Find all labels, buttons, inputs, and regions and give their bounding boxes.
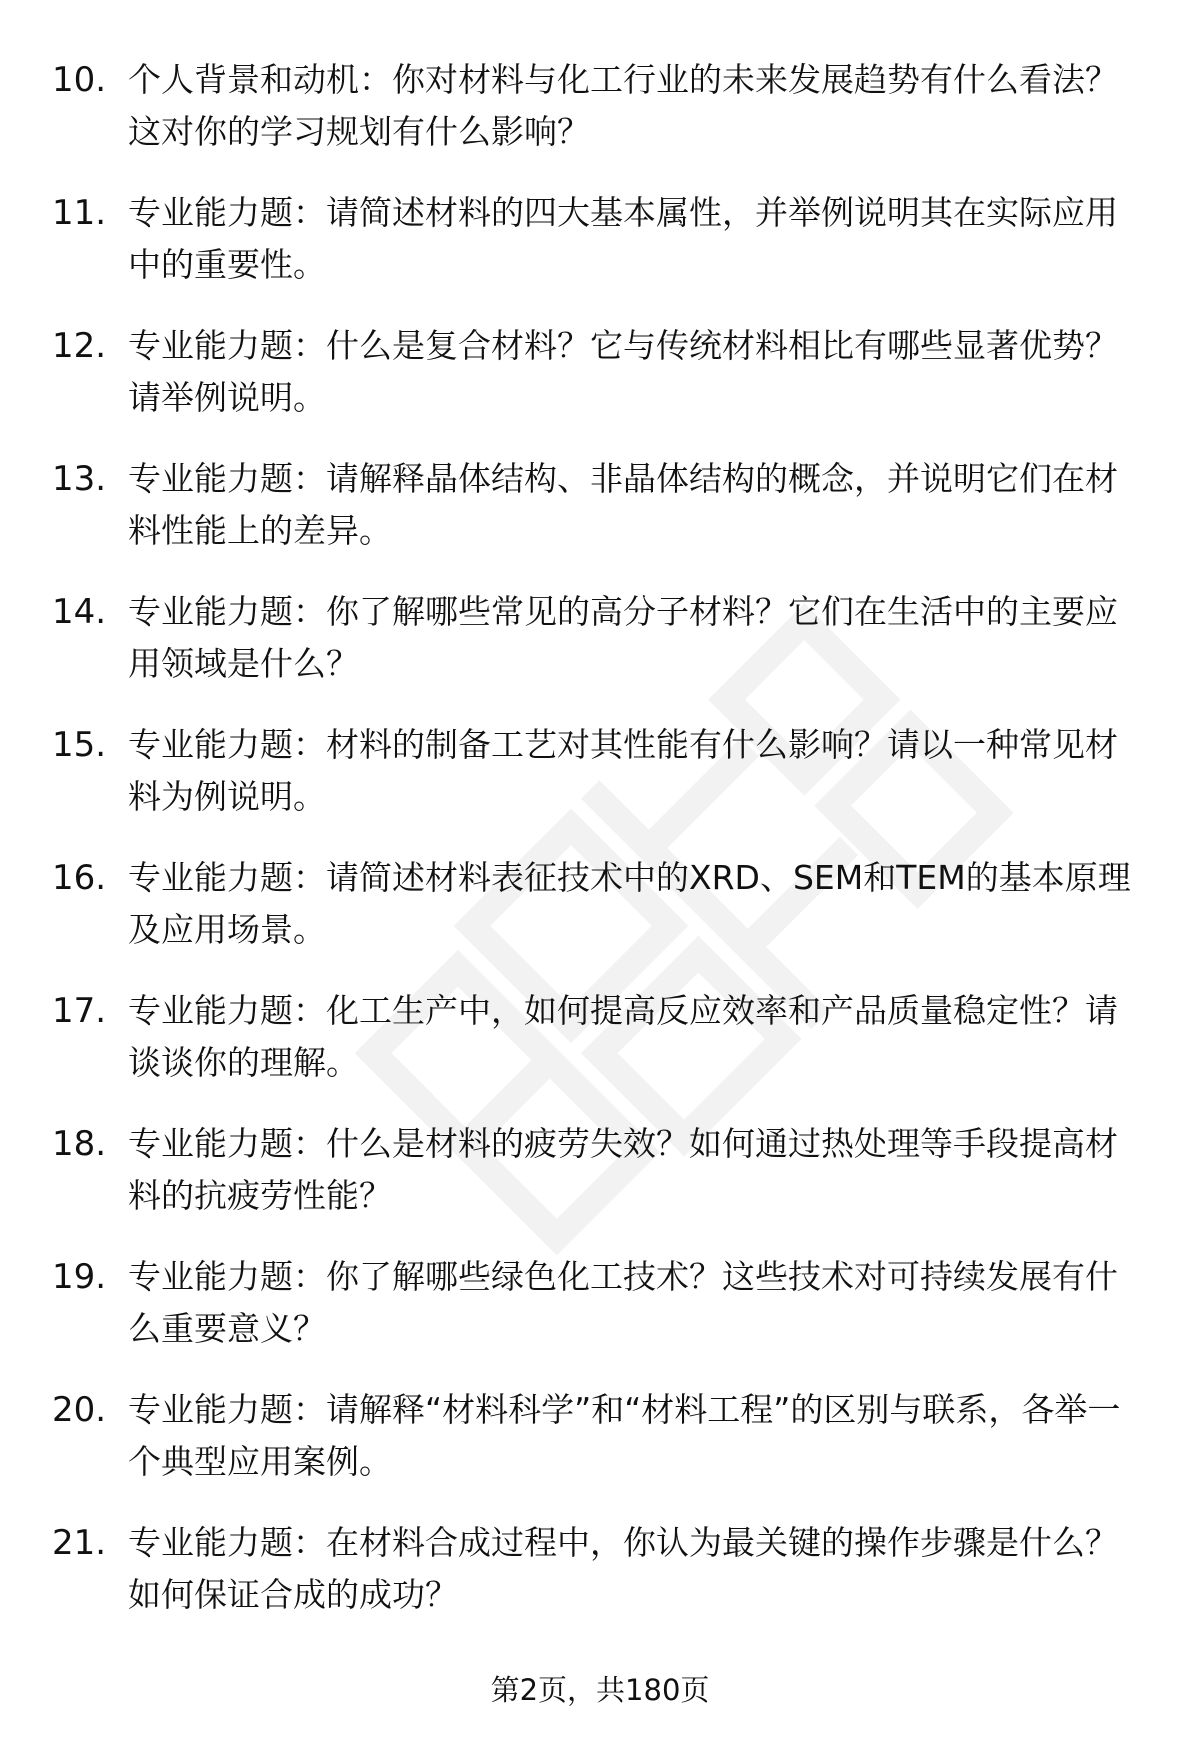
question-number: 12. bbox=[52, 326, 107, 366]
question-text: 专业能力题：材料的制备工艺对其性能有什么影响？请以一种常见材料为例说明。 bbox=[128, 725, 1118, 816]
question-number: 21. bbox=[52, 1523, 107, 1563]
question-item bbox=[52, 54, 1142, 187]
question-text: 专业能力题：在材料合成过程中，你认为最关键的操作步骤是什么？如何保证合成的成功？ bbox=[128, 1523, 1118, 1614]
question-text: 专业能力题：请简述材料的四大基本属性，并举例说明其在实际应用中的重要性。 bbox=[128, 193, 1118, 284]
question-number: 10. bbox=[52, 60, 107, 100]
question-item bbox=[52, 187, 1142, 320]
question-text: 专业能力题：请解释晶体结构、非晶体结构的概念，并说明它们在材料性能上的差异。 bbox=[128, 459, 1118, 550]
question-text: 专业能力题：化工生产中，如何提高反应效率和产品质量稳定性？请谈谈你的理解。 bbox=[128, 991, 1118, 1082]
question-text: 专业能力题：你了解哪些绿色化工技术？这些技术对可持续发展有什么重要意义？ bbox=[128, 1257, 1118, 1348]
question-item bbox=[52, 852, 1142, 985]
question-item bbox=[52, 586, 1142, 719]
question-list bbox=[52, 54, 1142, 1650]
question-number: 18. bbox=[52, 1124, 107, 1164]
question-number: 14. bbox=[52, 592, 107, 632]
question-text: 专业能力题：什么是复合材料？它与传统材料相比有哪些显著优势？请举例说明。 bbox=[128, 326, 1118, 417]
question-number: 13. bbox=[52, 459, 107, 499]
question-item bbox=[52, 320, 1142, 453]
question-text: 专业能力题：请解释“材料科学”和“材料工程”的区别与联系，各举一个典型应用案例。 bbox=[128, 1390, 1121, 1481]
question-item bbox=[52, 1118, 1142, 1251]
page-footer: 第2页，共180页 bbox=[490, 1673, 710, 1707]
question-number: 20. bbox=[52, 1390, 107, 1430]
question-text: 专业能力题：什么是材料的疲劳失效？如何通过热处理等手段提高材料的抗疲劳性能？ bbox=[128, 1124, 1118, 1215]
question-text: 专业能力题：你了解哪些常见的高分子材料？它们在生活中的主要应用领域是什么？ bbox=[128, 592, 1118, 683]
question-number: 16. bbox=[52, 858, 107, 898]
question-number: 15. bbox=[52, 725, 107, 765]
question-text: 专业能力题：请简述材料表征技术中的XRD、SEM和TEM的基本原理及应用场景。 bbox=[128, 858, 1131, 949]
question-item bbox=[52, 985, 1142, 1118]
question-item bbox=[52, 1517, 1142, 1650]
question-number: 19. bbox=[52, 1257, 107, 1297]
question-text: 个人背景和动机：你对材料与化工行业的未来发展趋势有什么看法？这对你的学习规划有什么影响？ bbox=[128, 60, 1118, 151]
question-item bbox=[52, 1384, 1142, 1517]
question-item bbox=[52, 1251, 1142, 1384]
question-item bbox=[52, 719, 1142, 852]
question-item bbox=[52, 453, 1142, 586]
question-number: 17. bbox=[52, 991, 107, 1031]
question-number: 11. bbox=[52, 193, 107, 233]
